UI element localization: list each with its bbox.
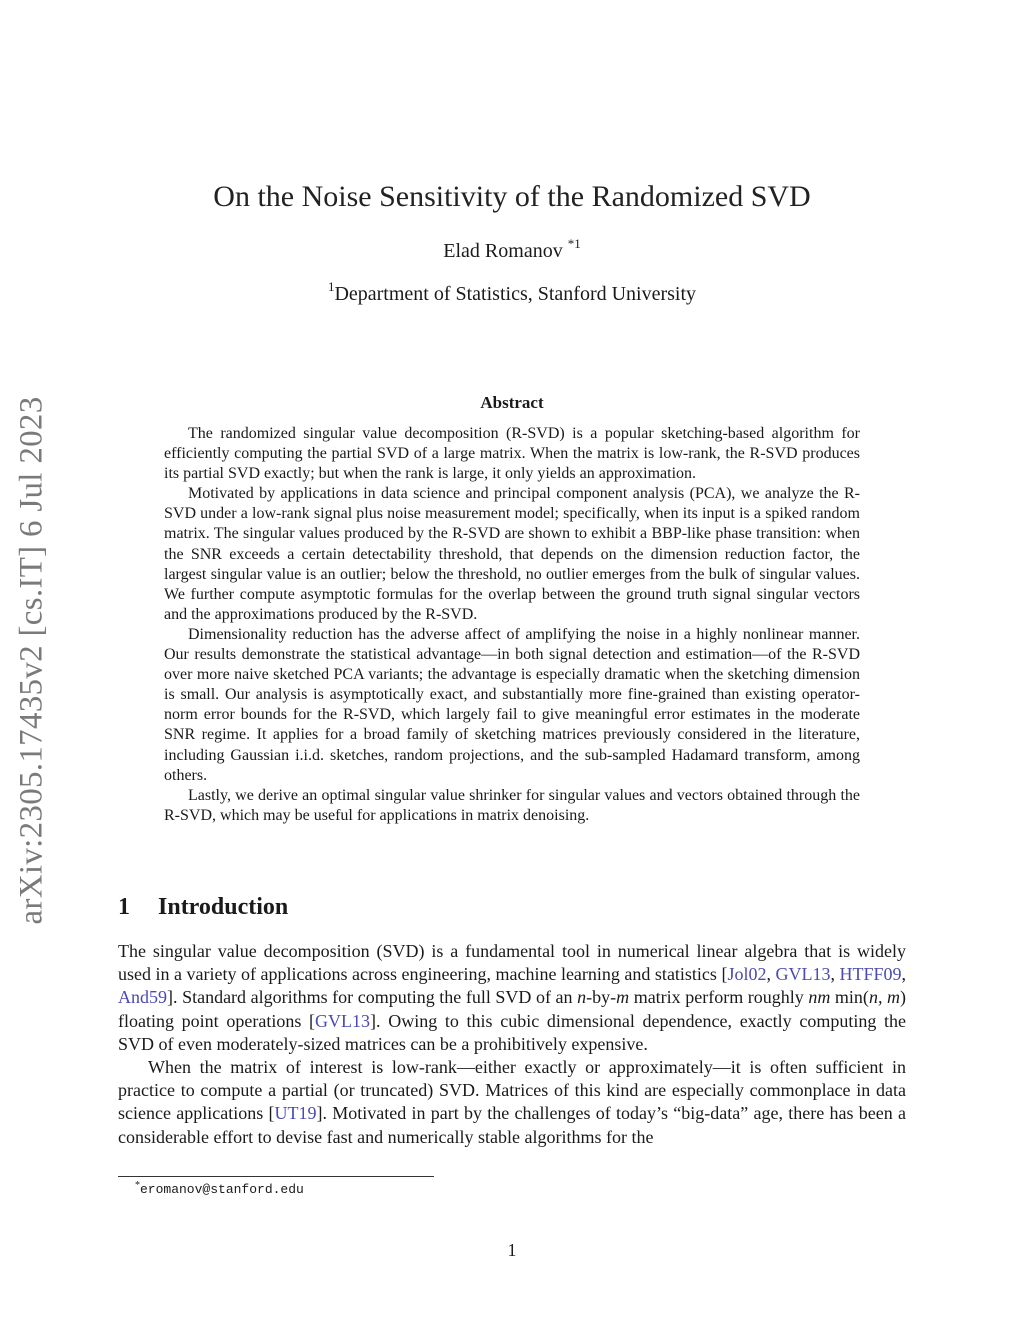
footnote-mark: * <box>135 1180 140 1191</box>
arxiv-identifier: arXiv:2305.17435v2 [cs.IT] 6 Jul 2023 <box>13 395 50 925</box>
abstract-paragraph: Lastly, we derive an optimal singular value shrinker for singular values and vectors obtained through the R-SVD, which may be useful for applications in matrix denoising. <box>164 786 860 824</box>
author-name: Elad Romanov <box>443 240 563 262</box>
author-marks: *1 <box>567 236 581 251</box>
citation-link[interactable]: UT19 <box>274 1103 317 1124</box>
intro-paragraph-1: The singular value decomposition (SVD) is a fundamental tool in numerical linear algebra that is widely used in a variety of applications across engineering, machine learning and statistics [Jol02, GVL13, HTFF09, And59]. Standard algorithms for computing the full SVD of an n-by-m matrix perform roughly nm min(n, m) floating point operations [GVL13]. Owing to this cubic dimensional dependence, exactly computing the SVD of even moderately-sized matrices can be a prohibitively expensive. <box>118 941 907 1054</box>
affiliation-line <box>0 279 1024 306</box>
abstract-paragraph: The randomized singular value decomposition (R-SVD) is a popular sketching-based algorithm for efficiently computing the partial SVD of a large matrix. When the matrix is low-rank, the R-SVD produces its partial SVD exactly; but when the rank is large, it only yields an approximation. <box>164 425 860 483</box>
math-var: nm <box>808 987 831 1008</box>
arxiv-sidebar <box>14 390 50 930</box>
footnote-rule <box>118 1176 434 1177</box>
page-number: 1 <box>507 1240 517 1260</box>
section-title: Introduction <box>158 894 289 920</box>
intro-body <box>118 940 906 1149</box>
affiliation-mark: 1 <box>327 279 335 294</box>
math-var: m <box>616 987 630 1008</box>
section-heading <box>118 894 288 921</box>
abstract-paragraph: Motivated by applications in data science and principal component analysis (PCA), we analyze the R-SVD under a low-rank signal plus noise measurement model; specifically, when its input is a spiked random matrix. The singular values produced by the R-SVD are shown to exhibit a BBP-like phase transition: when the SNR exceeds a certain detectability threshold, that depends on the dimension reduction factor, the largest singular value is an outlier; below the threshold, no outlier emerges from the bulk of singular values. We further compute asymptotic formulas for the overlap between the ground truth signal singular vectors and the approximations produced by the R-SVD. <box>164 485 860 623</box>
citation-link[interactable]: Jol02 <box>727 964 767 985</box>
intro-paragraph-2: When the matrix of interest is low-rank—either exactly or approximately—it is often sufficient in practice to compute a partial (or truncated) SVD. Matrices of this kind are especially commonplace in data science applications [UT19]. Motivated in part by the challenges of today’s “big-data” age, there has been a considerable effort to devise fast and numerically stable algorithms for the <box>118 1057 906 1147</box>
abstract-paragraph: Dimensionality reduction has the adverse affect of amplifying the noise in a highly nonlinear manner. Our results demonstrate the statistical advantage—in both signal detection and estimation—of the R-SVD over more naive sketched PCA variants; the advantage is especially dramatic when the sketching dimension is small. Our analysis is asymptotically exact, and substantially more fine-grained than existing operator-norm error bounds for the R-SVD, which largely fail to give meaningful error estimates in the moderate SNR regime. It applies for a broad family of sketching matrices previously considered in the literature, including Gaussian i.i.d. sketches, random projections, and the sub-sampled Hadamard transform, among others. <box>164 625 860 784</box>
footnote <box>135 1182 304 1197</box>
abstract-body <box>164 424 860 826</box>
citation-link[interactable]: GVL13 <box>315 1010 371 1031</box>
section-number: 1 <box>118 894 130 920</box>
citation-link[interactable]: GVL13 <box>775 964 831 985</box>
author-line <box>0 236 1024 263</box>
math-var: n, m <box>868 987 901 1008</box>
paper-title: On the Noise Sensitivity of the Randomized SVD <box>213 180 811 213</box>
citation-link[interactable]: And59 <box>118 987 167 1008</box>
abstract-heading: Abstract <box>480 393 544 412</box>
footnote-email: eromanov@stanford.edu <box>140 1182 304 1197</box>
affiliation-text: Department of Statistics, Stanford University <box>334 283 697 305</box>
citation-link[interactable]: HTFF09 <box>839 964 902 985</box>
math-var: n <box>577 987 587 1008</box>
